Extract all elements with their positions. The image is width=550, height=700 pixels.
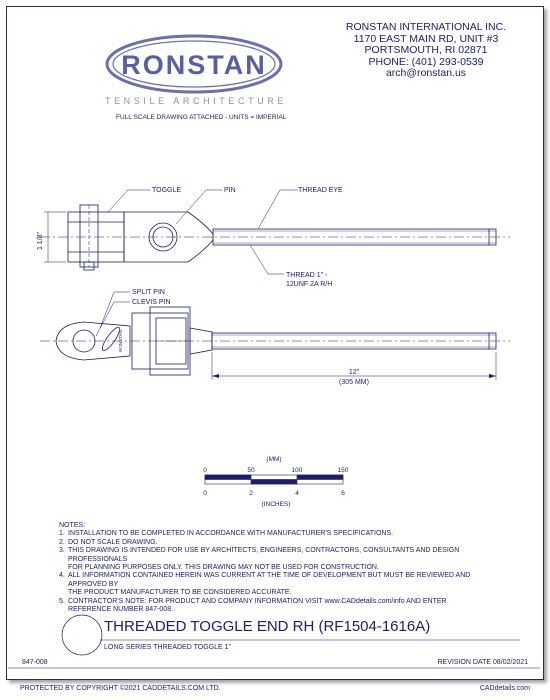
note-number: 4. xyxy=(59,572,65,580)
scale-in-label: (INCHES) xyxy=(261,501,291,508)
note-text: REFERENCE NUMBER 847-008. xyxy=(68,606,174,614)
copyright-notice: PROTECTED BY COPYRIGHT ©2021 CADDETAILS.COM LTD. xyxy=(20,685,221,692)
company-address-line2: PORTSMOUTH, RI 02871 xyxy=(364,44,488,56)
note-text: ALL INFORMATION CONTAINED HEREIN WAS CURRENT AT THE TIME OF DEVELOPMENT BUT MUST BE REVIEWED AND APPROVED BY xyxy=(68,572,471,588)
note-number: 2. xyxy=(59,538,65,546)
callout-split-pin: SPLIT PIN xyxy=(132,289,165,296)
scale-in-tick-4: 4 xyxy=(295,490,299,497)
note-text: THE PRODUCT MANUFACTURER TO BE CONSIDERED ACCURATE. xyxy=(68,589,292,597)
callout-toggle: TOGGLE xyxy=(152,187,182,194)
scale-mm-tick-100: 100 xyxy=(291,467,303,474)
scale-mm-tick-50: 50 xyxy=(247,467,255,474)
callout-thread-line1: THREAD 1" - xyxy=(286,272,328,279)
note-number: 3. xyxy=(59,547,65,555)
caddetails-link[interactable]: CADdetails.com xyxy=(479,685,530,692)
callout-thread-eye: THREAD EYE xyxy=(298,187,343,194)
company-name: RONSTAN INTERNATIONAL INC. xyxy=(345,21,507,33)
logo-tagline: TENSILE ARCHITECTURE xyxy=(104,96,288,106)
note-text: FOR PLANNING PURPOSES ONLY. THIS DRAWING MAY NOT BE USED FOR CONSTRUCTION. xyxy=(68,564,379,572)
side-mark: RONSTAN xyxy=(118,330,123,352)
revision-date: REVISION DATE 08/02/2021 xyxy=(437,659,528,666)
note-text: DO NOT SCALE DRAWING. xyxy=(68,538,158,546)
company-phone: PHONE: (401) 293-0539 xyxy=(368,55,484,68)
note-number: 5. xyxy=(59,597,65,605)
callout-clevis-pin: CLEVIS PIN xyxy=(132,299,171,306)
notes-heading: NOTES: xyxy=(59,522,86,529)
drawing-units-note: FULL SCALE DRAWING ATTACHED - UNITS = IMPERIAL xyxy=(116,114,287,121)
callout-thread-line2: 12UNF 2A R/H xyxy=(286,281,333,288)
scale-mm-tick-0: 0 xyxy=(203,467,207,474)
callout-pin: PIN xyxy=(224,187,236,194)
scale-mm-tick-150: 150 xyxy=(337,467,349,474)
length-label-mm: (305 MM) xyxy=(339,379,369,386)
scale-in-tick-0: 0 xyxy=(203,490,207,497)
company-address-line1: 1170 EAST MAIN RD, UNIT #3 xyxy=(353,32,499,45)
title-bubble xyxy=(62,615,102,655)
length-label-in: 12" xyxy=(348,369,360,376)
note-text: THIS DRAWING IS INTENDED FOR USE BY ARCHITECTS, ENGINEERS, CONTRACTORS, CONSULTANTS AND DESIGN PROFESSIONALS xyxy=(68,547,460,563)
note-text: CONTRACTOR'S NOTE: FOR PRODUCT AND COMPANY INFORMATION VISIT www.CADdetails.com/info AND ENTER xyxy=(68,597,447,605)
dim-height-label: 1 1/8" xyxy=(37,231,44,251)
note-number: 1. xyxy=(59,530,65,538)
company-email: arch@ronstan.us xyxy=(385,67,467,79)
logo-wordmark: RONSTAN xyxy=(121,50,267,80)
scale-in-tick-6: 6 xyxy=(341,490,345,497)
scale-mm-label: (MM) xyxy=(266,456,282,463)
drawing-subtitle: LONG SERIES THREADED TOGGLE 1" xyxy=(104,644,231,651)
scale-in-tick-2: 2 xyxy=(249,490,253,497)
note-text: INSTALLATION TO BE COMPLETED IN ACCORDANCE WITH MANUFACTURER'S SPECIFICATIONS. xyxy=(68,530,394,538)
drawing-title: THREADED TOGGLE END RH (RF1504-1616A) xyxy=(104,618,431,635)
reference-number: 847-008 xyxy=(22,659,48,666)
